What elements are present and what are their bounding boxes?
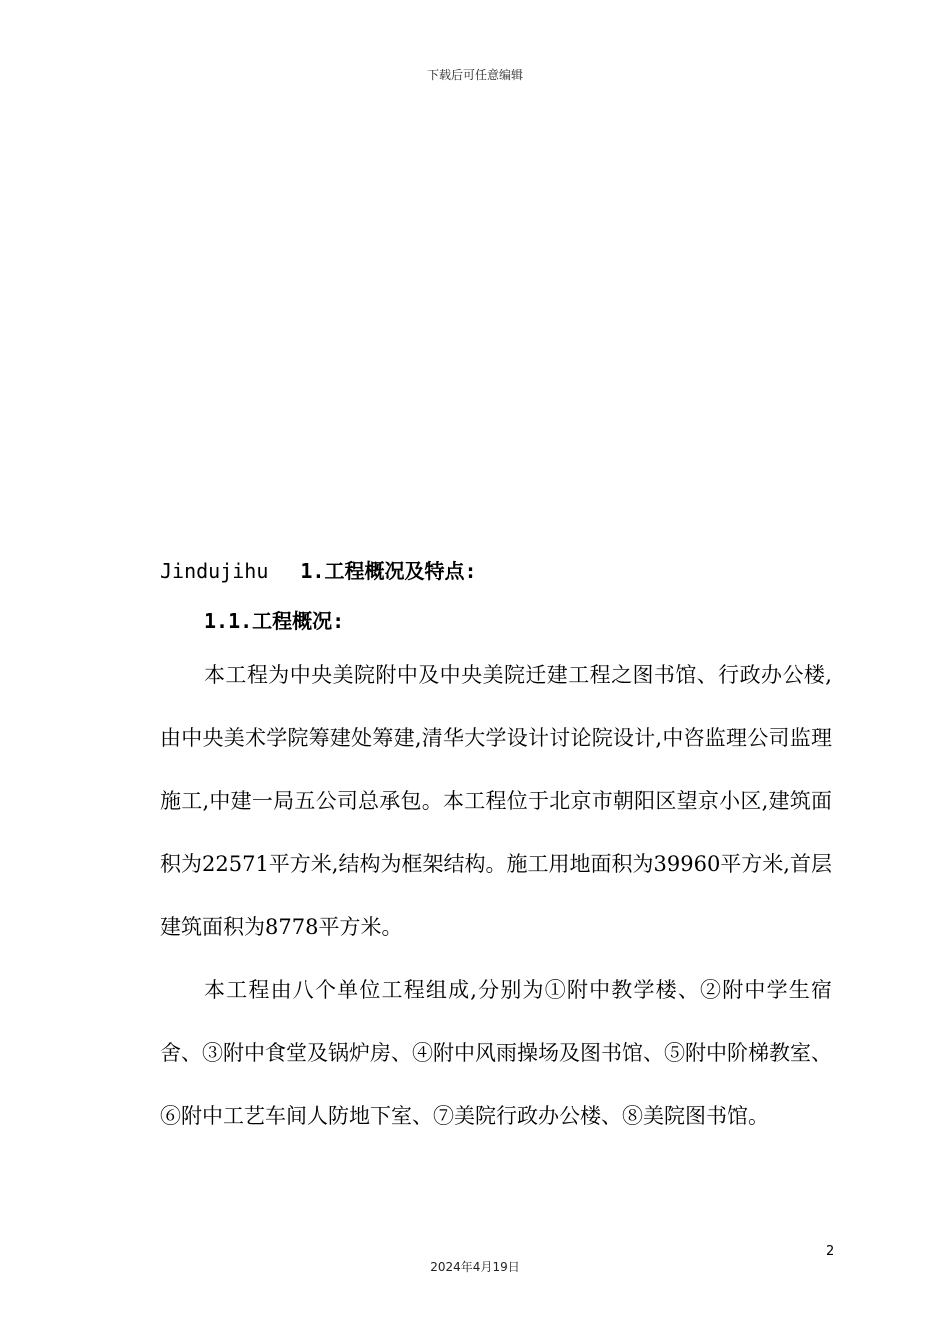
header-note: 下载后可任意编辑 bbox=[426, 68, 523, 82]
paragraph-units: 本工程由八个单位工程组成,分别为①附中教学楼、②附中学生宿舍、③附中食堂及锅炉房、④附中风雨操场及图书馆、⑤附中阶梯教室、⑥附中工艺车间人防地下室、⑦美院行政办公楼、⑧美院图书馆。 bbox=[160, 978, 832, 1128]
subsection-title: 1.1.工程概况: bbox=[204, 609, 345, 633]
document-body bbox=[160, 548, 832, 1148]
heading-prefix: Jindujihu bbox=[160, 559, 269, 583]
page-number: 2 bbox=[826, 1244, 835, 1259]
section-title: 1.工程概况及特点: bbox=[300, 559, 477, 583]
section-heading bbox=[160, 548, 832, 594]
paragraph-overview: 本工程为中央美院附中及中央美院迁建工程之图书馆、行政办公楼,由中央美术学院筹建处筹建,清华大学设计讨论院设计,中咨监理公司监理施工,中建一局五公司总承包。本工程位于北京市朝阳区望京小区,建筑面积为22571平方米,结构为框架结构。施工用地面积为39960平方米,首层建筑面积为8778平方米。 bbox=[160, 663, 832, 939]
footer-date: 2024年4月19日 bbox=[430, 1260, 520, 1274]
